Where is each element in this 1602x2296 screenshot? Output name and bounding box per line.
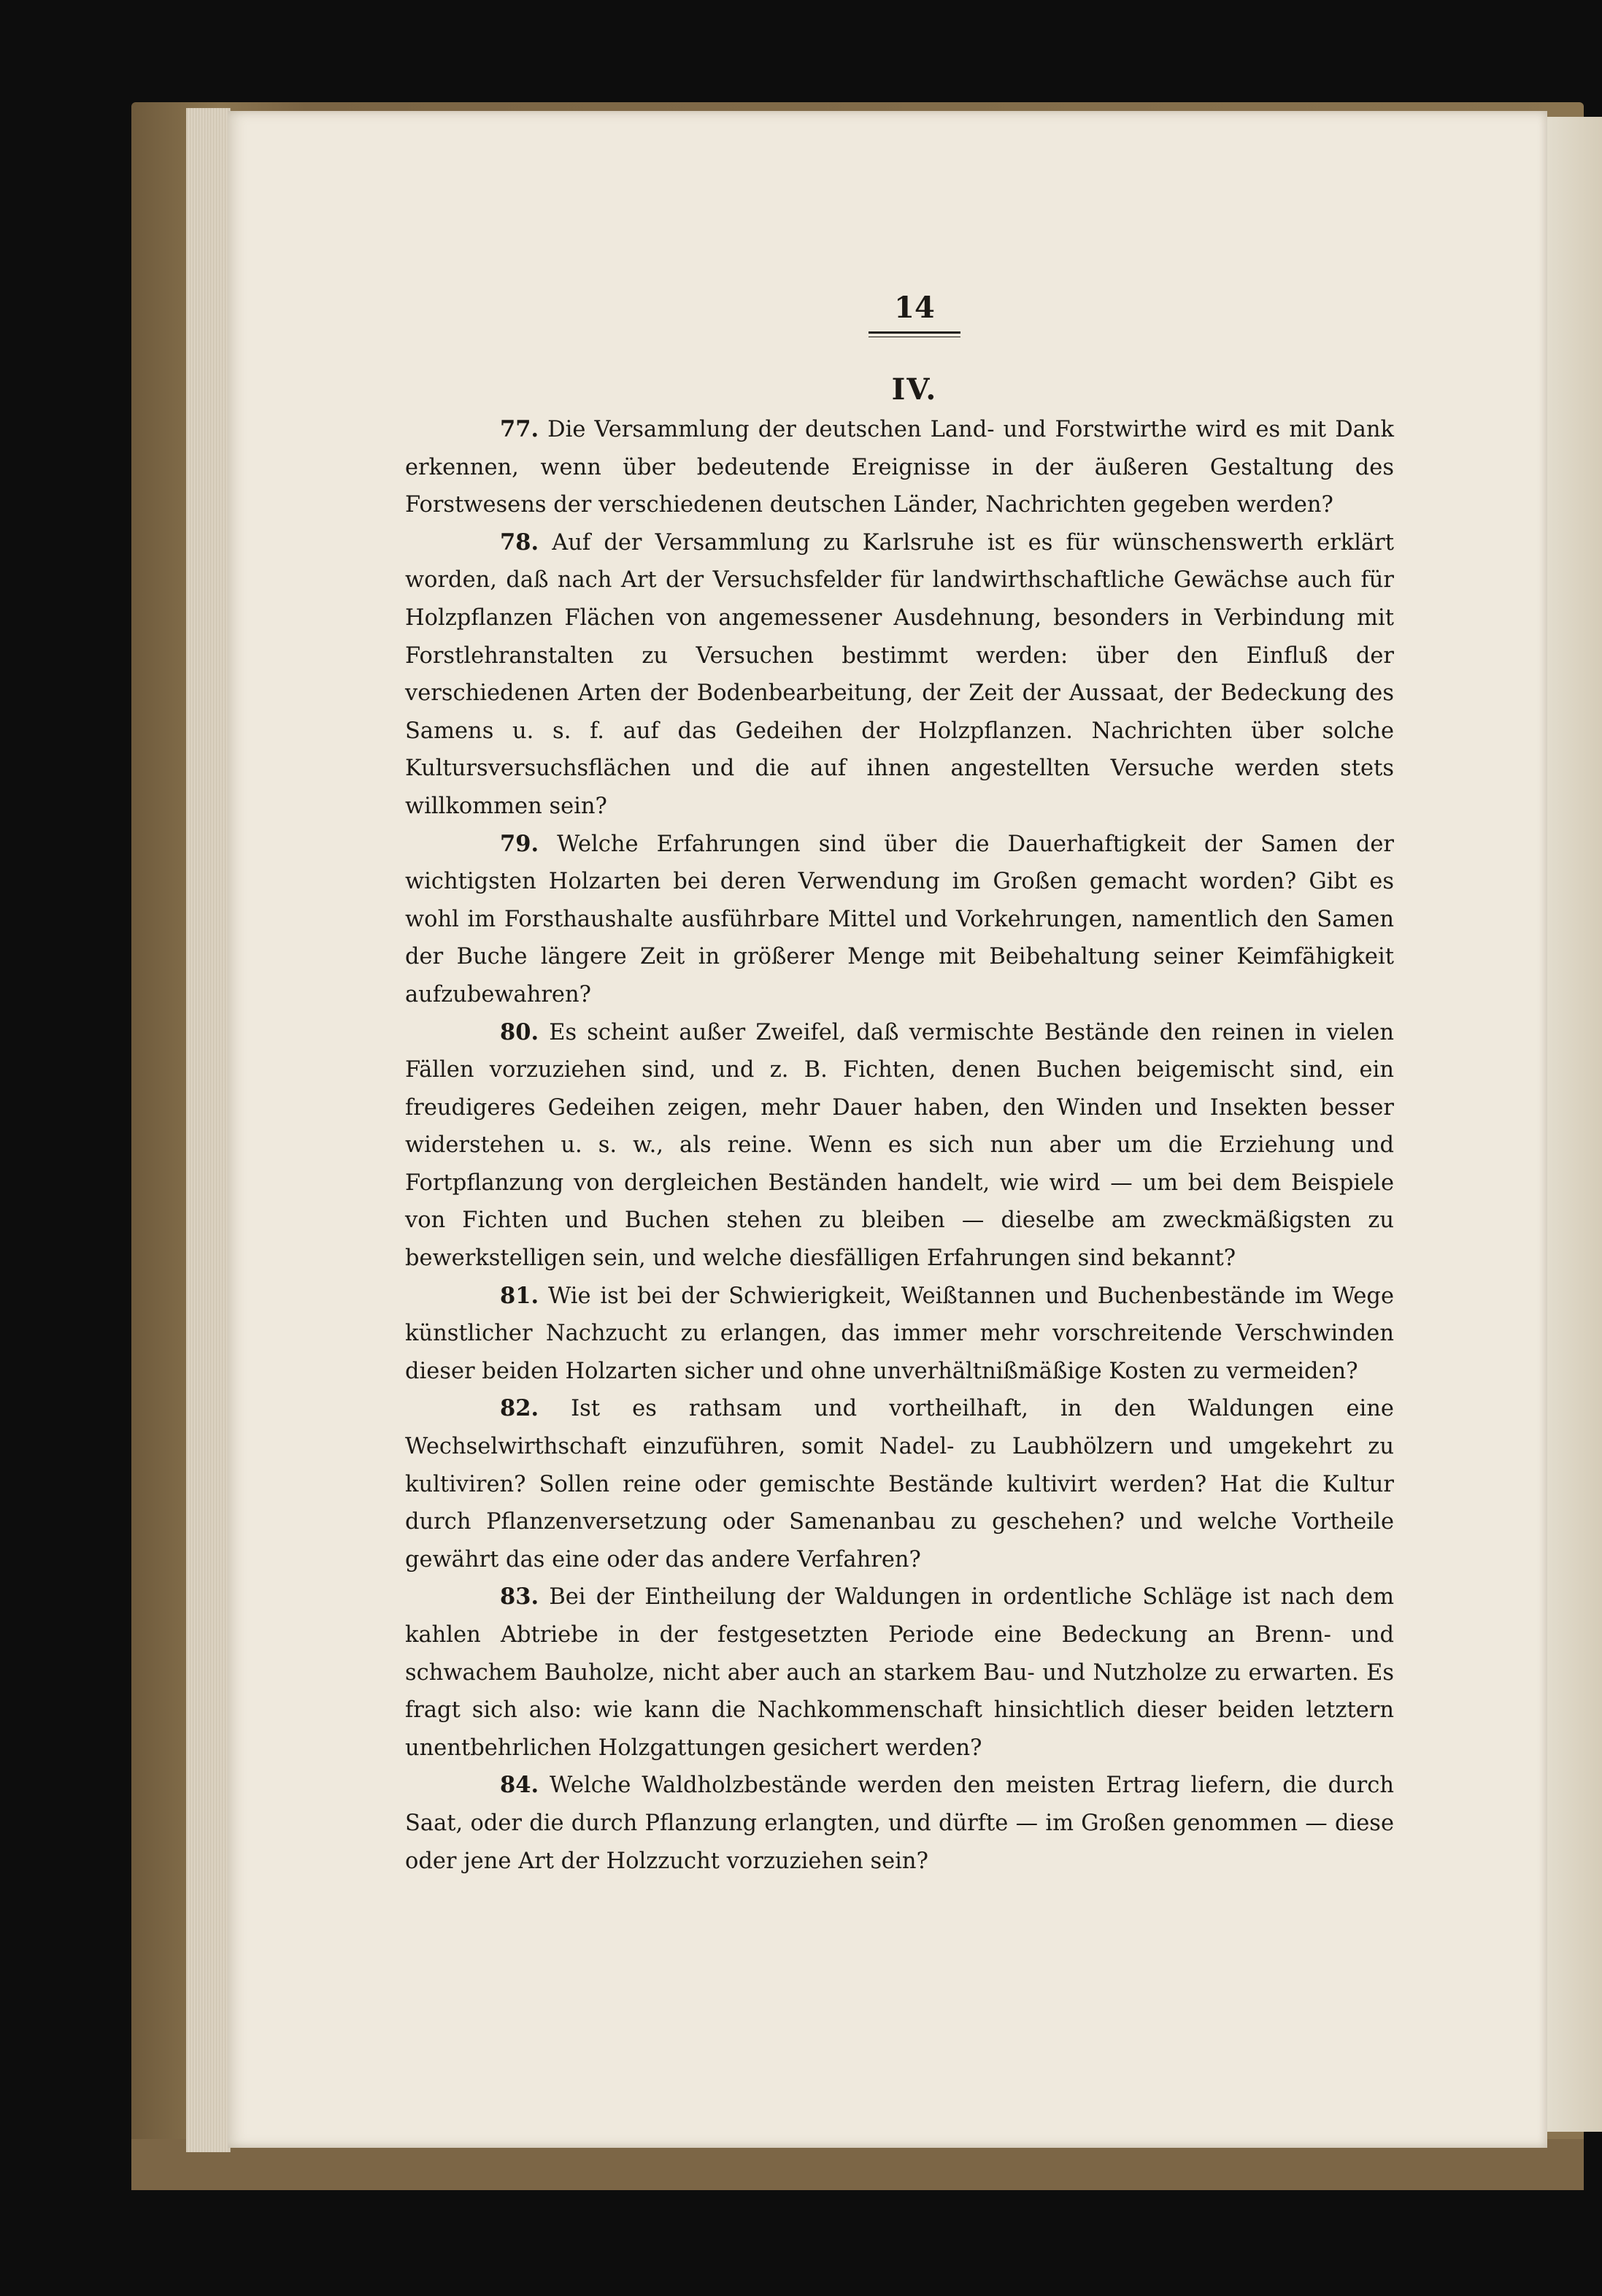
paragraph-82 [405, 1390, 1394, 1578]
paragraph-79 [405, 826, 1394, 1014]
paragraph-text: Es scheint außer Zweifel, daß vermischte Bestände den reinen in vielen Fällen vorzuziehen sind, und z. B. Fichten, denen Buchen beigemischt sind, ein freudigeres Gedeihen zeigen, mehr Dauer haben, den Winden und Insekten besser widerstehen u. s. w., als reine. Wenn es sich nun aber um die Erziehung und Fortpflanzung von dergleichen Beständen handelt, wie wird — um bei dem Beispiele von Fichten und Buchen stehen zu bleiben — dieselbe am zweckmäßigsten zu bewerkstelligen sein, und welche diesfälligen Erfahrungen sind bekannt? [405, 1019, 1394, 1272]
paragraph-80 [405, 1014, 1394, 1278]
paragraph-number: 77. [500, 416, 539, 442]
paragraph-text: Welche Erfahrungen sind über die Dauerhaftigkeit der Samen der wichtigsten Holzarten bei deren Verwendung im Großen gemacht worden? Gibt es wohl im Forsthaushalte ausführbare Mittel und Vorkehrungen, namentlich den Samen der Buche längere Zeit in größerer Menge mit Beibehaltung seiner Keimfähigkeit aufzubewahren? [405, 831, 1394, 1007]
paragraph-number: 79. [500, 830, 539, 857]
paragraph-text: Wie ist bei der Schwierigkeit, Weißtannen und Buchenbestände im Wege künstlicher Nachzucht zu erlangen, das immer mehr vorschreitende Verschwinden dieser beiden Holzarten sicher und ohne unverhältnißmäßige Kosten zu vermeiden? [405, 1283, 1394, 1384]
paragraph-number: 84. [500, 1772, 539, 1799]
paragraph-number: 78. [500, 529, 539, 556]
paragraph-text: Welche Waldholzbestände werden den meisten Ertrag liefern, die durch Saat, oder die durch Pflanzung erlangten, und dürfte — im Großen genommen — diese oder jene Art der Holzzucht vorzuziehen sein? [405, 1773, 1394, 1874]
paragraph-number: 81. [500, 1282, 539, 1309]
header-rule [869, 331, 960, 334]
paragraph-83 [405, 1578, 1394, 1767]
paragraph-text: Auf der Versammlung zu Karlsruhe ist es für wünschenswerth erklärt worden, daß nach Art der Versuchsfelder für landwirthschaftliche Gewächse auch für Holzpflanzen Flächen von angemessener Ausdehnung, besonders in Verbindung mit Forstlehranstalten zu Versuchen bestimmt werden: über den Einfluß der verschiedenen Arten der Bodenbearbeitung, der Zeit der Aussaat, der Bedeckung des Samens u. s. f. auf das Gedeihen der Holzpflanzen. Nachrichten über solche Kultursversuchsflächen und die auf ihnen angestellten Versuche werden stets willkommen sein? [405, 529, 1394, 819]
paragraph-78 [405, 524, 1394, 826]
paragraph-81 [405, 1278, 1394, 1391]
paragraph-number: 80. [500, 1018, 539, 1045]
paragraph-number: 83. [500, 1583, 539, 1610]
page-stack-edge [186, 108, 231, 2152]
page-number: 14 [894, 291, 935, 325]
body-text [405, 411, 1394, 1880]
paragraph-text: Ist es rathsam und vortheilhaft, in den Waldungen eine Wechselwirthschaft einzuführen, somit Nadel- zu Laubhölzern und umgekehrt zu kultiviren? Sollen reine oder gemischte Bestände kultivirt werden? Hat die Kultur durch Pflanzenversetzung oder Samenanbau zu geschehen? und welche Vortheile gewährt das eine oder das andere Verfahren? [405, 1396, 1394, 1573]
paragraph-text: Die Versammlung der deutschen Land- und Forstwirthe wird es mit Dank erkennen, wenn über bedeutende Ereignisse in der äußeren Gestaltung des Forstwesens der verschiedenen deutschen Länder, Nachrichten gegeben werden? [405, 417, 1395, 518]
paragraph-77 [405, 411, 1394, 524]
page-header [827, 292, 1002, 337]
section-heading: IV. [891, 372, 938, 407]
facing-page-edge [1547, 117, 1602, 2132]
paragraph-84 [405, 1767, 1394, 1880]
paragraph-text: Bei der Eintheilung der Waldungen in ordentliche Schläge ist nach dem kahlen Abtriebe in der festgesetzten Periode eine Bedeckung an Brenn- und schwachem Bauholze, nicht aber auch an starkem Bau- und Nutzholze zu erwarten. Es fragt sich also: wie kann die Nachkommenschaft hinsichtlich dieser beiden letztern unentbehrlichen Holzgattungen gesichert werden? [405, 1584, 1394, 1761]
paragraph-number: 82. [500, 1395, 539, 1422]
